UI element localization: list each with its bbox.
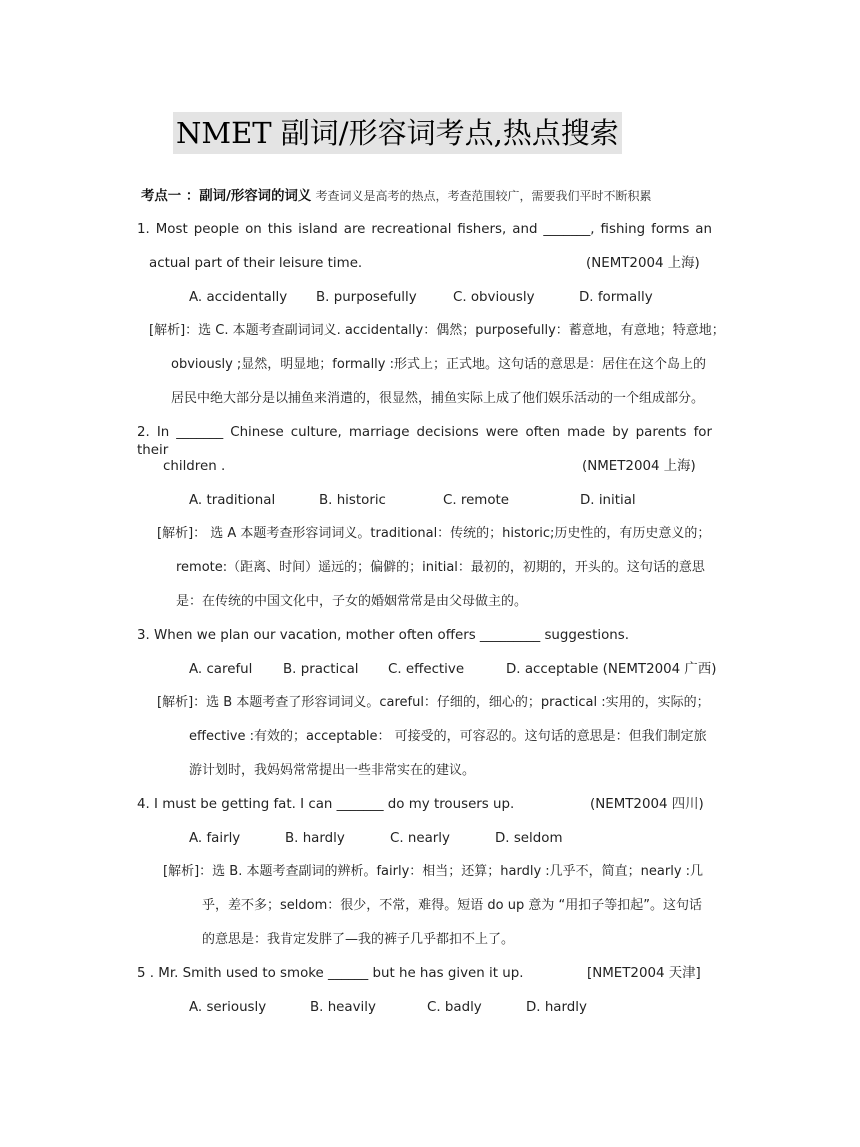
question-5-option-b: B. heavily bbox=[310, 1000, 376, 1015]
question-1-option-a: A. accidentally bbox=[189, 290, 288, 305]
question-5-line-1: 5 . Mr. Smith used to smoke ______ but he has given it up. bbox=[137, 966, 524, 981]
question-5-option-d: D. hardly bbox=[526, 1000, 587, 1015]
question-1-option-c: C. obviously bbox=[453, 290, 535, 305]
question-3-analysis-1: [解析]：选 B 本题考查了形容词词义。careful：仔细的，细心的；practical :实用的，实际的； bbox=[157, 695, 710, 710]
question-4-option-b: B. hardly bbox=[285, 831, 345, 846]
question-1-option-d: D. formally bbox=[579, 290, 653, 305]
question-4-option-a: A. fairly bbox=[189, 831, 241, 846]
question-3-option-c: C. effective bbox=[388, 662, 465, 677]
question-5-option-c: C. badly bbox=[427, 1000, 482, 1015]
question-4-option-d: D. seldom bbox=[495, 831, 563, 846]
section-heading bbox=[141, 187, 652, 206]
question-4-source: (NEMT2004 四川) bbox=[590, 797, 704, 812]
question-2-analysis-2: remote:（距离、时间）遥远的；偏僻的；initial：最初的，初期的，开头的。这句话的意思 bbox=[176, 560, 705, 575]
question-3-option-a: A. careful bbox=[189, 662, 253, 677]
question-2-option-c: C. remote bbox=[443, 493, 510, 508]
question-5-option-a: A. seriously bbox=[189, 1000, 267, 1015]
question-1-analysis-2: obviously ;显然，明显地；formally :形式上；正式地。这句话的意思是：居住在这个岛上的 bbox=[171, 357, 706, 372]
question-1-line-2: actual part of their leisure time. bbox=[149, 256, 363, 271]
question-4-option-c: C. nearly bbox=[390, 831, 450, 846]
question-4-line-1: 4. I must be getting fat. I can _______ do my trousers up. bbox=[137, 797, 515, 812]
section-label: 考点一 ：副词/形容词的词义 bbox=[141, 189, 312, 204]
question-3-analysis-2: effective :有效的；acceptable： 可接受的，可容忍的。这句话的意思是：但我们制定旅 bbox=[189, 729, 707, 744]
question-1-option-b: B. purposefully bbox=[316, 290, 417, 305]
question-2-source: (NMET2004 上海) bbox=[582, 459, 696, 474]
question-2-analysis-3: 是：在传统的中国文化中，子女的婚姻常常是由父母做主的。 bbox=[176, 594, 528, 609]
question-5-source: [NMET2004 天津] bbox=[587, 966, 701, 981]
page-title: NMET 副词/形容词考点,热点搜索 bbox=[173, 112, 622, 154]
question-3-option-d: D. acceptable (NEMT2004 广西) bbox=[506, 662, 717, 677]
question-3-option-b: B. practical bbox=[283, 662, 359, 677]
question-2-analysis-1: [解析]： 选 A 本题考查形容词词义。traditional：传统的；historic;历史性的，有历史意义的； bbox=[157, 526, 711, 541]
question-2-option-b: B. historic bbox=[319, 493, 386, 508]
section-note: 考查词义是高考的热点，考查范围较广，需要我们平时不断积累 bbox=[315, 189, 652, 203]
question-2-option-d: D. initial bbox=[580, 493, 636, 508]
question-4-analysis-2: 乎，差不多；seldom：很少，不常，难得。短语 do up 意为 “用扣子等扣起”。这句话 bbox=[202, 898, 702, 913]
question-1-line-1: 1. Most people on this island are recreational fishers, and _______, fishing forms an bbox=[137, 222, 712, 237]
question-1-source: (NEMT2004 上海) bbox=[586, 256, 700, 271]
question-1-analysis-3: 居民中绝大部分是以捕鱼来消遣的，很显然，捕鱼实际上成了他们娱乐活动的一个组成部分。 bbox=[171, 391, 705, 406]
question-2-option-a: A. traditional bbox=[189, 493, 276, 508]
question-2-line-2: children . bbox=[163, 459, 226, 474]
question-4-analysis-1: [解析]：选 B. 本题考查副词的辨析。fairly：相当；还算；hardly :几乎不，简直；nearly :几 bbox=[163, 864, 704, 879]
question-3-line-1: 3. When we plan our vacation, mother often offers _________ suggestions. bbox=[137, 628, 630, 643]
question-2-line-1: 2. In _______ Chinese culture, marriage decisions were often made by parents for their bbox=[137, 425, 712, 458]
question-4-analysis-3: 的意思是：我肯定发胖了—我的裤子几乎都扣不上了。 bbox=[202, 932, 515, 947]
question-3-analysis-3: 游计划时，我妈妈常常提出一些非常实在的建议。 bbox=[189, 763, 476, 778]
question-1-analysis-1: [解析]：选 C. 本题考查副词词义. accidentally：偶然；purposefully：蓄意地，有意地；特意地； bbox=[149, 323, 725, 338]
